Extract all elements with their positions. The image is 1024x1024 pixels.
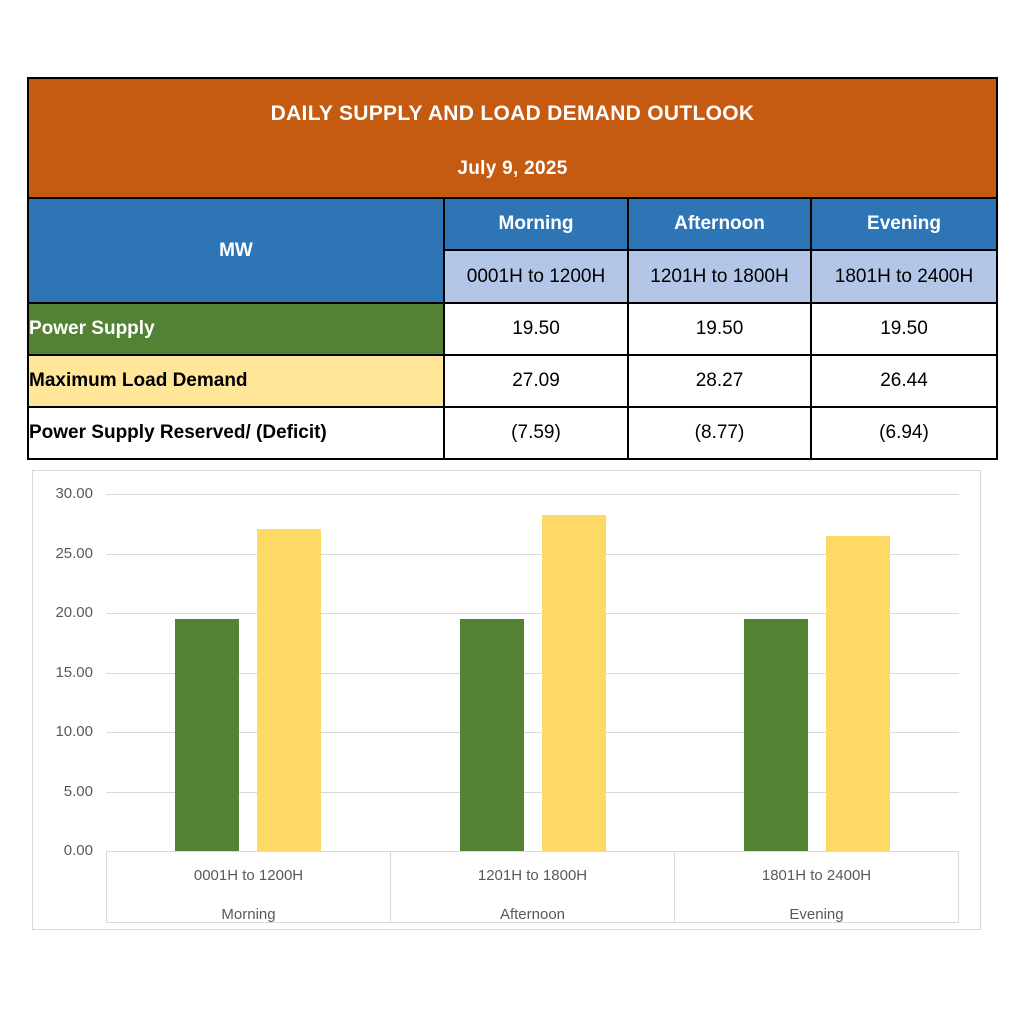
y-axis-tick-label: 0.00	[63, 842, 93, 859]
x-category-period: Morning	[221, 906, 276, 923]
y-axis-tick-label: 20.00	[55, 604, 93, 621]
cell-supply-morning: 19.50	[444, 303, 628, 355]
unit-header-cell: MW	[28, 198, 444, 303]
x-category-hours: 0001H to 1200H	[193, 867, 304, 884]
row-label-power-supply: Power Supply	[28, 303, 444, 355]
x-axis	[106, 851, 959, 923]
table-row	[28, 407, 997, 459]
row-label-max-load-demand: Maximum Load Demand	[28, 355, 444, 407]
x-category-hours: 1801H to 2400H	[761, 867, 872, 884]
bar-power-supply	[175, 619, 239, 851]
table-row	[28, 355, 997, 407]
gridline	[106, 494, 959, 495]
cell-demand-morning: 27.09	[444, 355, 628, 407]
bar-maximum-load-demand	[257, 529, 321, 851]
cell-supply-evening: 19.50	[811, 303, 997, 355]
bar-power-supply	[744, 619, 808, 851]
period-header-afternoon: Afternoon	[628, 198, 811, 250]
bar-maximum-load-demand	[826, 536, 890, 851]
cell-reserve-afternoon: (8.77)	[628, 407, 811, 459]
x-category-label	[675, 852, 958, 922]
x-category-hours: 1201H to 1800H	[477, 867, 588, 884]
y-axis-tick-label: 10.00	[55, 723, 93, 740]
y-axis-tick-label: 15.00	[55, 663, 93, 681]
x-category-period: Afternoon	[499, 906, 566, 923]
bar-power-supply	[460, 619, 524, 851]
hours-header-afternoon: 1201H to 1800H	[628, 250, 811, 303]
y-axis-tick-label: 5.00	[63, 782, 93, 800]
cell-reserve-morning: (7.59)	[444, 407, 628, 459]
hours-header-morning: 0001H to 1200H	[444, 250, 628, 303]
row-label-reserve-deficit: Power Supply Reserved/ (Deficit)	[28, 407, 444, 459]
x-category-label	[391, 852, 675, 922]
table-title-band	[28, 78, 997, 198]
cell-supply-afternoon: 19.50	[628, 303, 811, 355]
bar-chart	[32, 470, 981, 930]
x-category-period: Evening	[789, 906, 844, 923]
period-header-evening: Evening	[811, 198, 997, 250]
cell-demand-afternoon: 28.27	[628, 355, 811, 407]
y-axis-tick-label: 25.00	[55, 544, 93, 562]
bar-maximum-load-demand	[542, 515, 606, 851]
supply-demand-table	[27, 77, 998, 460]
page-title: DAILY SUPPLY AND LOAD DEMAND OUTLOOK	[270, 102, 755, 125]
report-date: July 9, 2025	[457, 158, 568, 179]
cell-reserve-evening: (6.94)	[811, 407, 997, 459]
x-category-label	[107, 852, 391, 922]
table-row	[28, 303, 997, 355]
hours-header-evening: 1801H to 2400H	[811, 250, 997, 303]
cell-demand-evening: 26.44	[811, 355, 997, 407]
y-axis-tick-label: 30.00	[55, 485, 93, 502]
period-header-morning: Morning	[444, 198, 628, 250]
